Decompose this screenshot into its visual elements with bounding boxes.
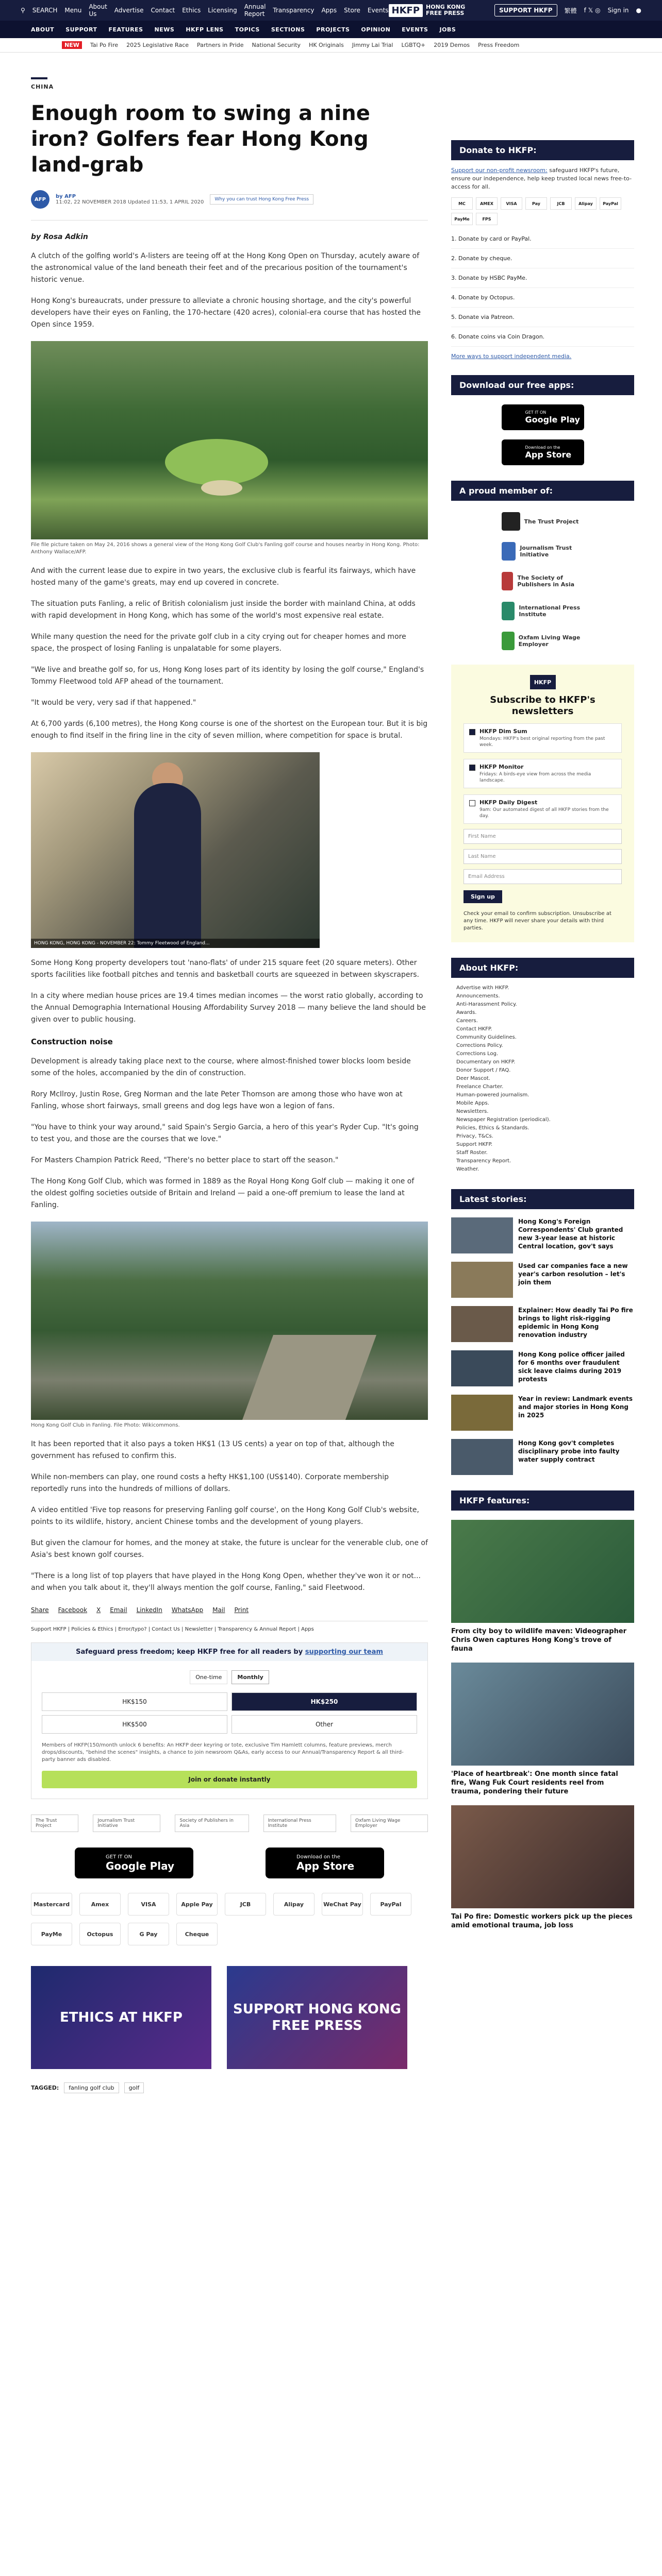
support-promo[interactable]: SUPPORT HONG KONG FREE PRESS [227, 1966, 407, 2069]
feature-image [451, 1520, 634, 1623]
payment-logo[interactable]: AMEX [476, 197, 498, 210]
payment-logo[interactable]: Pay [525, 197, 547, 210]
payment-logo[interactable]: PayPal [370, 1893, 411, 1916]
topbar-link[interactable]: About Us [89, 3, 107, 18]
section-heading: Construction noise [31, 1037, 113, 1046]
paragraph: Development is already taking place next to the course, where almost-finished tower blocks loom beside some of the holes, accompanied by the din of construction. [31, 1057, 411, 1077]
divider [31, 220, 428, 221]
badge[interactable]: International Press Institute [263, 1815, 336, 1832]
email-input[interactable]: Email Address [464, 869, 622, 884]
story-thumbnail [451, 1217, 513, 1253]
sidebar-google-play[interactable] [502, 404, 584, 430]
paragraph: For Masters Champion Patrick Reed, "There's no better place to start off the season." [31, 1156, 339, 1164]
sidebar-spacer [451, 53, 634, 130]
paragraph: "We live and breathe golf so, for us, Hong Kong loses part of its identity by losing the golf course," England's Tommy Fleetwood told AFP ahead of the tournament. [31, 666, 424, 686]
story-thumbnail [451, 1439, 513, 1475]
payment-logo[interactable]: MC [451, 197, 473, 210]
app-store-row [31, 1848, 428, 1878]
about-link[interactable]: Privacy, T&Cs. [456, 1133, 493, 1139]
photo-path-shape [242, 1335, 376, 1420]
about-link[interactable]: Anti-Harassment Policy. [456, 1002, 517, 1007]
payment-logo[interactable]: JCB [225, 1893, 266, 1916]
about-link[interactable]: Weather. [456, 1166, 479, 1172]
avatar[interactable]: AFP [31, 190, 49, 209]
golf-course-photo [31, 341, 428, 539]
photo-green-shape [165, 439, 268, 485]
tab-monthly[interactable]: Monthly [231, 1670, 269, 1684]
subnav-item[interactable]: HK Originals [309, 42, 344, 48]
badge[interactable]: Oxfam Living Wage Employer [351, 1815, 428, 1832]
donate-option[interactable]: 4. Donate by Octopus. [451, 288, 634, 308]
tags [31, 2082, 428, 2093]
about-link[interactable]: Community Guidelines. [456, 1035, 517, 1040]
nav-item[interactable]: SECTIONS [271, 26, 305, 33]
nav-item[interactable]: SUPPORT [65, 26, 97, 33]
about-link[interactable]: Awards. [456, 1010, 477, 1015]
checkbox-checked[interactable] [469, 765, 475, 771]
topbar-link[interactable]: Ethics [182, 7, 201, 14]
logo-text: HONG KONG FREE PRESS [426, 4, 466, 16]
join-button[interactable]: Join or donate instantly [42, 1771, 417, 1788]
nonprofit-link[interactable]: Support our non-profit newsroom: [451, 167, 548, 174]
story-thumbnail [451, 1350, 513, 1386]
sub-nav [0, 38, 662, 53]
feature-image [451, 1805, 634, 1908]
store-small: Download on the [525, 445, 560, 450]
features-heading: HKFP features: [451, 1490, 634, 1511]
logo-mark: HKFP [389, 4, 423, 17]
photo-caption: File file picture taken on May 24, 2016 shows a general view of the Hong Kong Golf Club's Fanling golf course and houses nearby in Hong Kong. Photo: Anthony Wallace/AFP. [31, 542, 420, 555]
nav-item[interactable]: FEATURES [108, 26, 143, 33]
paragraph: Hong Kong's bureaucrats, under pressure to alleviate a chronic housing shortage, and the city's powerful developers have their eyes on Fanling, the 170-hectare (420 acres), colonial-era course that has hosted the Open since 1959. [31, 297, 421, 329]
payment-logo[interactable]: Alipay [273, 1893, 315, 1916]
byline-source[interactable]: by AFP [56, 194, 76, 199]
donate-amounts [31, 1684, 427, 1742]
share-bar [31, 1606, 428, 1614]
latest-story[interactable]: Hong Kong gov't completes disciplinary probe into faulty water supply contract [451, 1439, 634, 1475]
trust-project-icon [502, 512, 520, 531]
story-thumbnail [451, 1306, 513, 1342]
donate-options [451, 229, 634, 347]
photo-overlay-caption: HONG KONG, HONG KONG - NOVEMBER 22: Tommy Fleetwood of England... [31, 939, 320, 948]
store-small: Download on the [296, 1854, 340, 1860]
store-big: App Store [525, 450, 572, 460]
topbar-link[interactable]: SEARCH [32, 7, 58, 14]
golfer-photo [31, 752, 320, 948]
paragraph: While non-members can play, one round costs a hefty HK$1,100 (US$140). Corporate membership reportedly runs into the hundreds of millions of dollars. [31, 1473, 389, 1493]
feature-image [451, 1663, 634, 1766]
social-icons[interactable]: f 𝕏 ◎ [584, 7, 601, 14]
donate-option[interactable]: 5. Donate via Patreon. [451, 308, 634, 327]
sidebar [451, 53, 634, 1930]
support-team-link[interactable]: supporting our team [305, 1648, 383, 1656]
store-small: GET IT ON [106, 1854, 132, 1860]
newsletter-option[interactable]: HKFP Dim Sum Mondays: HKFP's best original reporting from the past week. [464, 723, 622, 753]
about-link[interactable]: Documentary on HKFP. [456, 1059, 516, 1065]
subnav-item[interactable]: Press Freedom [478, 42, 520, 48]
badge[interactable]: The Trust Project [31, 1815, 78, 1832]
donate-heading: Donate to HKFP: [451, 140, 634, 160]
payment-logo[interactable]: Alipay [575, 197, 597, 210]
subnav-item[interactable]: 2025 Legislative Race [126, 42, 189, 48]
member-logo[interactable]: The Trust Project [502, 512, 584, 531]
jti-icon [502, 542, 516, 561]
amount-option[interactable]: HK$500 [42, 1715, 227, 1734]
store-small: GET IT ON [525, 410, 547, 415]
newsletter-logo: HKFP [530, 675, 556, 689]
paragraph: In a city where median house prices are 19.4 times median incomes — the worst ratio globally, according to the Annual Demographia International Housing Affordability Survey 2018 — many believe the land should be given over to public housing. [31, 992, 426, 1024]
about-link[interactable]: Contact HKFP. [456, 1026, 492, 1032]
latest-story[interactable]: Hong Kong police officer jailed for 6 months over fraudulent sick leave claims during 2019 protests [451, 1350, 634, 1386]
share-link[interactable]: Email [110, 1606, 127, 1614]
payment-logo[interactable]: Apple Pay [176, 1893, 218, 1916]
feature-story[interactable]: 'Place of heartbreak': One month since fatal fire, Wang Fuk Court residents reel from trauma, pondering their future [451, 1663, 634, 1796]
share-link[interactable]: Facebook [58, 1606, 88, 1614]
tags-label: TAGGED: [31, 2084, 59, 2091]
last-name-input[interactable]: Last Name [464, 849, 622, 864]
topbar-link[interactable]: Transparency [273, 7, 315, 14]
photo-bunker-shape [201, 480, 242, 496]
subnav-item[interactable]: 2019 Demos [434, 42, 470, 48]
subnav-item[interactable]: National Security [252, 42, 301, 48]
article-author: by Rosa Adkin [31, 233, 88, 241]
nav-item[interactable]: PROJECTS [316, 26, 350, 33]
about-link[interactable]: Corrections Policy. [456, 1043, 503, 1048]
main-column [31, 53, 428, 2093]
about-link[interactable]: Deer Mascot. [456, 1076, 490, 1081]
payment-logo[interactable]: FPS [476, 213, 498, 225]
payment-logo[interactable]: WeChat Pay [322, 1893, 363, 1916]
donate-option[interactable]: 2. Donate by cheque. [451, 249, 634, 268]
subnav-item[interactable]: Jimmy Lai Trial [352, 42, 393, 48]
about-link[interactable]: Newspaper Registration (periodical). [456, 1117, 551, 1123]
member-badges [31, 1815, 428, 1832]
badge[interactable]: Society of Publishers in Asia [175, 1815, 249, 1832]
member-logo[interactable]: Journalism Trust Initiative [502, 542, 584, 561]
about-link[interactable]: Freelance Charter. [456, 1084, 504, 1090]
subnav-item[interactable]: Partners in Pride [197, 42, 244, 48]
member-logo[interactable]: International Press Institute [502, 602, 584, 620]
payment-logo[interactable]: Mastercard [31, 1893, 72, 1916]
about-link[interactable]: Policies, Ethics & Standards. [456, 1125, 529, 1131]
apps-heading: Download our free apps: [451, 375, 634, 395]
about-link[interactable]: Corrections Log. [456, 1051, 499, 1057]
nav-item[interactable]: JOBS [439, 26, 456, 33]
nav-item[interactable]: EVENTS [402, 26, 428, 33]
payment-logo[interactable]: Amex [79, 1893, 121, 1916]
trust-link[interactable]: Why you can trust Hong Kong Free Press [210, 194, 313, 205]
paragraph: And with the current lease due to expire in two years, the exclusive club is fearful its fairways, which have hosted many of the game's greats, may end up covered in concrete. [31, 567, 416, 587]
story-thumbnail [451, 1395, 513, 1431]
amount-option[interactable]: HK$150 [42, 1692, 227, 1711]
store-big: Google Play [525, 415, 580, 425]
nav-item[interactable]: HKFP LENS [186, 26, 224, 33]
payment-logo[interactable]: Octopus [79, 1923, 121, 1945]
golf-club-photo [31, 1222, 428, 1420]
newsletter-box [451, 665, 634, 942]
nav-item[interactable]: NEWS [154, 26, 175, 33]
nav-item[interactable]: ABOUT [31, 26, 55, 33]
byline-dates: 11:02, 22 NOVEMBER 2018 Updated 11:53, 1 APRIL 2020 [56, 199, 204, 205]
sidebar-app-store[interactable] [502, 439, 584, 465]
member-logo[interactable]: Oxfam Living Wage Employer [502, 632, 584, 650]
about-link[interactable]: Announcements. [456, 993, 500, 999]
topbar-link[interactable]: Annual Report [244, 3, 266, 18]
footer-links[interactable]: Support HKFP | Policies & Ethics | Error/typo? | Contact Us | Newsletter | Transparency & Annual Report | Apps [31, 1621, 428, 1632]
sidebar-payments [451, 197, 634, 225]
paragraph: "It would be very, very sad if that happened." [31, 699, 196, 707]
topbar-link[interactable]: Store [344, 7, 360, 14]
about-link[interactable]: Transparency Report. [456, 1158, 511, 1164]
share-link[interactable]: WhatsApp [171, 1606, 204, 1614]
share-link[interactable]: Print [234, 1606, 249, 1614]
top-utility-bar [0, 0, 662, 21]
tab-one-time[interactable]: One-time [190, 1670, 227, 1684]
about-heading: About HKFP: [451, 958, 634, 978]
photo-body-shape [134, 783, 201, 948]
about-list [451, 984, 634, 1174]
signup-button[interactable]: Sign up [464, 890, 502, 903]
subnav-item[interactable]: Tai Po Fire [90, 42, 119, 48]
latest-story[interactable]: Hong Kong's Foreign Correspondents' Club granted new 3-year lease at historic Central location, gov't says [451, 1217, 634, 1253]
share-link[interactable]: Mail [212, 1606, 225, 1614]
about-link[interactable]: Staff Roster. [456, 1150, 488, 1156]
nav-item[interactable]: TOPICS [235, 26, 260, 33]
newsletter-title: Subscribe to HKFP's newsletters [490, 694, 595, 717]
latest-story[interactable]: Used car companies face a new year's carbon resolution – let's join them [451, 1262, 634, 1298]
donate-box [31, 1642, 428, 1799]
article-title: Enough room to swing a nine iron? Golfers fear Hong Kong land-grab [31, 101, 370, 177]
payment-logo[interactable]: PayPal [600, 197, 621, 210]
category-label[interactable]: CHINA [31, 83, 54, 90]
topbar-link[interactable]: Menu [64, 7, 82, 14]
paragraph: The Hong Kong Golf Club, which was formed in 1889 as the Royal Hong Kong Golf club — making it one of the oldest golfing societies outside of Britain and Ireland — paid a one-off premium to lease the land at Fanling. [31, 1177, 415, 1209]
ethics-promo[interactable]: ETHICS AT HKFP [31, 1966, 211, 2069]
language-link[interactable]: 繁體 [564, 7, 577, 14]
donate-title: Safeguard press freedom; keep HKFP free for all readers by supporting our team [31, 1643, 427, 1661]
donate-option[interactable]: 3. Donate by HSBC PayMe. [451, 268, 634, 288]
store-big: Google Play [106, 1859, 175, 1872]
about-link[interactable]: Donor Support / FAQ. [456, 1067, 511, 1073]
latest-story[interactable]: Year in review: Landmark events and major stories in Hong Kong in 2025 [451, 1395, 634, 1431]
first-name-input[interactable]: First Name [464, 829, 622, 844]
payment-logo[interactable]: G Pay [128, 1923, 169, 1945]
search-icon[interactable]: ⚲ [21, 7, 25, 14]
paragraph: At 6,700 yards (6,100 metres), the Hong Kong course is one of the shortest on the European tour. But it is big enough to find itself in the firing line in the city of seven million, where competition for space is brutal. [31, 720, 428, 740]
newsletter-option[interactable]: HKFP Daily Digest 9am: Our automated digest of all HKFP stories from the day. [464, 794, 622, 824]
byline [31, 190, 428, 209]
oxfam-icon [502, 632, 515, 650]
about-link[interactable]: Support HKFP. [456, 1142, 493, 1147]
story-thumbnail [451, 1262, 513, 1298]
payment-logo[interactable]: JCB [550, 197, 572, 210]
category-rule [31, 77, 47, 79]
paragraph: While many question the need for the private golf club in a city crying out for cheaper homes and more space, the prospect of losing Fanling is unpalatable for some players. [31, 633, 406, 653]
about-link[interactable]: Advertise with HKFP. [456, 985, 509, 991]
paragraph: "You have to think your way around," said Spain's Sergio Garcia, a hero of this year's Ryder Cup. "It's going to test you, and those are the courses that we love." [31, 1123, 419, 1143]
payment-logo[interactable]: PayMe [31, 1923, 72, 1945]
member-heading: A proud member of: [451, 481, 634, 501]
main-nav [0, 21, 662, 38]
payment-logo[interactable]: VISA [501, 197, 522, 210]
support-button[interactable]: SUPPORT HKFP [494, 4, 557, 16]
payment-logo[interactable]: PayMe [451, 213, 473, 225]
about-link[interactable]: Careers. [456, 1018, 478, 1024]
paragraph: A clutch of the golfing world's A-listers are teeing off at the Hong Kong Open on Thursday, acutely aware of the astronomical value of the land beneath their feet and of the precarious position of the tournament's historic venue. [31, 252, 420, 284]
donate-option[interactable]: 1. Donate by card or PayPal. [451, 229, 634, 249]
topbar-link[interactable]: Advertise [114, 7, 144, 14]
app-store-button[interactable] [266, 1848, 384, 1878]
site-logo[interactable] [389, 4, 466, 17]
promo-row [31, 1966, 428, 2069]
paragraph: It has been reported that it also pays a token HK$1 (13 US cents) a year on top of that, although the government has refused to confirm this. [31, 1440, 394, 1460]
topbar-link[interactable]: Apps [321, 7, 337, 14]
paragraph: The situation puts Fanling, a relic of British colonialism just inside the border with mainland China, at odds with rapid development in Hong Kong, which has some of the world's most expensive real estate. [31, 600, 416, 620]
payment-logo[interactable]: Cheque [176, 1923, 218, 1945]
topbar-link[interactable]: Contact [151, 7, 175, 14]
donate-description: Members of HKFP(150/month unlock 6 benefits: An HKFP deer keyring or tote, exclusive Tim Hamlett columns, feature previews, merch drops/discounts, "behind the scenes" insights, a chance to join newsroom Q&As, early access to our Annual/Transparency Report & all third-party banner ads disabled. [42, 1742, 404, 1762]
feature-story[interactable]: Tai Po fire: Domestic workers pick up the pieces amid emotional trauma, job loss [451, 1805, 634, 1930]
sign-in-link[interactable]: Sign in [607, 7, 629, 14]
donate-tabs [31, 1670, 427, 1684]
latest-story[interactable]: Explainer: How deadly Tai Po fire brings to light risk-rigging epidemic in Hong Kong renovation industry [451, 1306, 634, 1342]
paragraph: "There is a long list of top players that have played in the Hong Kong Open, whether they've won it or not... and when you talk about it, they'll always mention the golf course, Fanling," said Fleetwood. [31, 1572, 421, 1592]
amount-option[interactable]: HK$250 [231, 1692, 417, 1711]
paragraph: Rory McIlroy, Justin Rose, Greg Norman and the late Peter Thomson are among those who have won at Fanling, whose short fairways, small greens and dog legs have won a legion of fans. [31, 1090, 403, 1110]
member-logo[interactable]: The Society of Publishers in Asia [502, 572, 584, 590]
user-icon[interactable]: ● [636, 7, 641, 14]
ipi-icon [502, 602, 515, 620]
share-link[interactable]: Share [31, 1606, 49, 1614]
checkbox[interactable] [469, 800, 475, 806]
donate-option[interactable]: 6. Donate coins via Coin Dragon. [451, 327, 634, 347]
about-link[interactable]: Mobile Apps. [456, 1100, 489, 1106]
topbar-link[interactable]: Events [367, 7, 389, 14]
paragraph: A video entitled 'Five top reasons for preserving Fanling golf course', on the Hong Kong Golf Club's website, points to its wildlife, history, ancient Chinese tombs and the development of young players. [31, 1506, 419, 1526]
nav-item[interactable]: OPINION [361, 26, 391, 33]
photo-caption: Hong Kong Golf Club in Fanling. File Photo: Wikicommons. [31, 1422, 180, 1428]
new-badge: NEW [62, 41, 82, 49]
payment-logo[interactable]: VISA [128, 1893, 169, 1916]
payment-methods [31, 1893, 428, 1945]
about-link[interactable]: Newsletters. [456, 1109, 489, 1114]
badge[interactable]: Journalism Trust Initiative [93, 1815, 160, 1832]
share-link[interactable]: LinkedIn [136, 1606, 162, 1614]
amount-option[interactable]: Other [231, 1715, 417, 1734]
latest-heading: Latest stories: [451, 1189, 634, 1209]
sopa-icon [502, 572, 514, 590]
subnav-item[interactable]: LGBTQ+ [401, 42, 426, 48]
about-link[interactable]: Human-powered journalism. [456, 1092, 529, 1098]
newsletter-fine-print: Check your email to confirm subscription. Unsubscribe at any time. HKFP will never share your details with third parties. [464, 911, 611, 931]
store-big: App Store [296, 1859, 355, 1872]
topbar-link[interactable]: Licensing [208, 7, 237, 14]
paragraph: Some Hong Kong property developers tout 'nano-flats' of under 215 square feet (20 square meters). Other sports facilities like football pitches and tennis and basketball courts are squeezed in between skyscrapers. [31, 959, 419, 979]
share-link[interactable]: X [96, 1606, 101, 1614]
newsletter-option[interactable]: HKFP Monitor Fridays: A birds-eye view from across the media landscape. [464, 759, 622, 788]
checkbox-checked[interactable] [469, 729, 475, 735]
tag[interactable]: golf [124, 2082, 144, 2093]
feature-story[interactable]: From city boy to wildlife maven: Videographer Chris Owen captures Hong Kong's trove of fauna [451, 1520, 634, 1653]
tag[interactable]: fanling golf club [64, 2082, 119, 2093]
google-play-button[interactable] [75, 1848, 193, 1878]
more-ways-link[interactable]: More ways to support independent media. [451, 353, 572, 360]
paragraph: But given the clamour for homes, and the money at stake, the future is unclear for the venerable club, one of Asia's best known golf courses. [31, 1539, 428, 1559]
donate-text: Support our non-profit newsroom: safeguard HKFP's future, ensure our independence, help keep trusted local news free-to-access for all. [451, 167, 632, 190]
article-body [31, 250, 428, 1594]
